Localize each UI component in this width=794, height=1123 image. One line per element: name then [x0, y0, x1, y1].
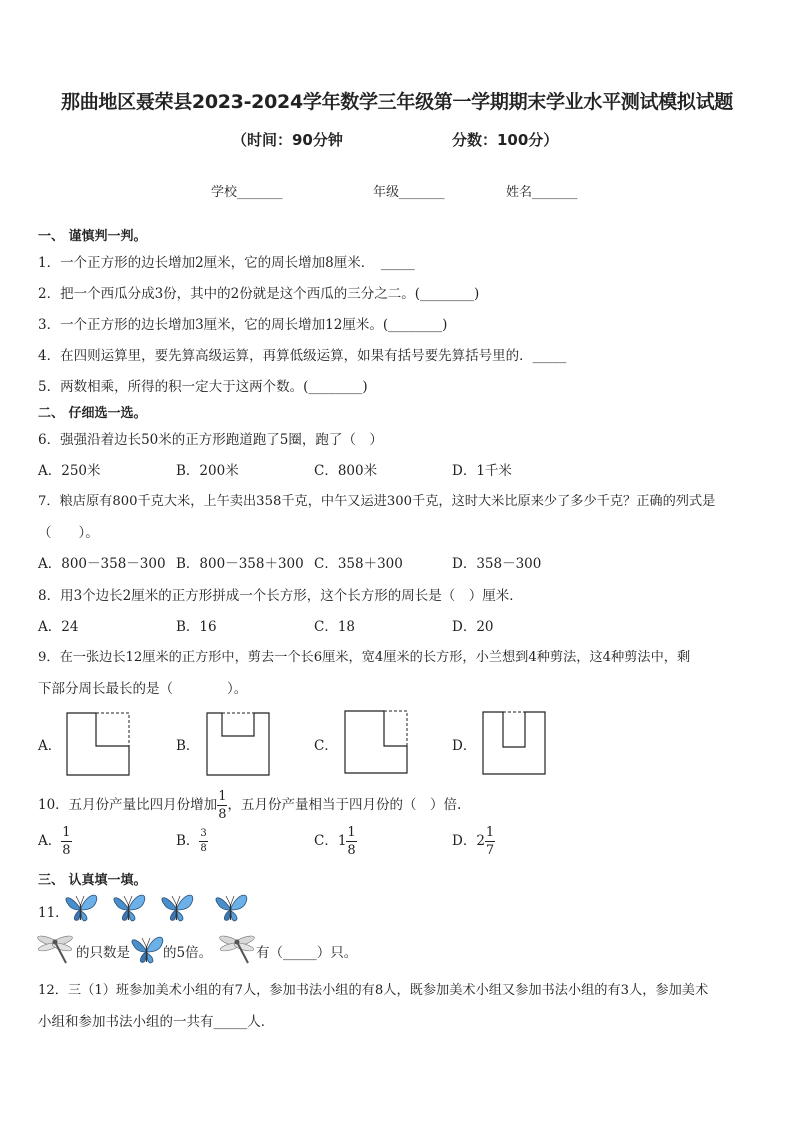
- section-3-title: 三、 认真填一填。: [38, 873, 147, 888]
- butterfly-icon: [66, 895, 97, 921]
- name-field: 姓名_______: [506, 185, 578, 200]
- q10-option-d-label: D．2: [452, 833, 485, 849]
- q6-option-b: B．200米: [176, 463, 239, 479]
- q8-option-a: A．24: [38, 619, 79, 635]
- q10-text-pre: 10．五月份产量比四月份增加: [38, 797, 218, 813]
- butterfly-icon: [130, 930, 166, 966]
- q9-option-a: A．: [38, 738, 62, 754]
- q10-fraction: [217, 790, 227, 821]
- q10-option-b-frac: [199, 829, 207, 854]
- question-12-line2: 小组和参加书法小组的一共有_____人．: [38, 1014, 275, 1030]
- q9-figure-b: [206, 712, 272, 778]
- question-6: 6．强强沿着边长50米的正方形跑道跑了5圈，跑了（ ）: [38, 432, 383, 448]
- question-7-line2: （ ）。: [38, 525, 99, 541]
- q11-text-3: 有（_____）只。: [256, 945, 358, 961]
- q10-c-den: 8: [347, 843, 356, 858]
- page-title: 那曲地区聂荣县2023-2024学年数学三年级第一学期期末学业水平测试模拟试题: [61, 91, 733, 113]
- q10-option-c: [314, 826, 357, 857]
- school-field: 学校_______: [211, 185, 283, 200]
- q10-b-den: 8: [200, 843, 207, 854]
- exam-time: （时间：90分钟: [232, 131, 343, 149]
- question-12-line1: 12．三（1）班参加美术小组的有7人，参加书法小组的有8人，既参加美术小组又参加书法小组的有3人，参加美术: [38, 983, 709, 998]
- q6-option-d: D．1千米: [452, 463, 512, 479]
- q10-b-num: 3: [199, 829, 207, 842]
- q10-option-d-frac: [485, 826, 495, 857]
- q10-option-c-label: C．1: [314, 833, 347, 849]
- q10-option-c-frac: [346, 826, 356, 857]
- question-1: 1．一个正方形的边长增加2厘米，它的周长增加8厘米． _____: [38, 255, 415, 271]
- q10-frac-den: 8: [218, 807, 227, 822]
- q10-option-b: [176, 829, 208, 854]
- question-4: 4．在四则运算里，要先算高级运算，再算低级运算，如果有括号要先算括号里的．_____: [38, 348, 567, 364]
- q9-figure-a: [66, 712, 132, 778]
- grade-field: 年级_______: [373, 185, 445, 200]
- q6-option-a: A．250米: [38, 463, 101, 479]
- q10-option-a: [38, 826, 72, 857]
- section-2-title: 二、 仔细选一选。: [38, 406, 147, 421]
- q8-option-c: C．18: [314, 619, 356, 635]
- q10-option-a-label: A．: [38, 833, 62, 849]
- q7-option-a: A．800－358－300: [38, 556, 166, 572]
- q7-option-b: B．800－358＋300: [176, 556, 304, 572]
- q8-option-b: B．16: [176, 619, 217, 635]
- butterfly-icon: [114, 895, 145, 921]
- q6-option-c: C．800米: [314, 463, 378, 479]
- q9-option-d: D．: [452, 738, 477, 754]
- q11-text-1: 的只数是: [76, 945, 130, 961]
- question-9-line2: 下部分周长最长的是（ ）。: [38, 681, 248, 697]
- q10-a-num: 1: [62, 825, 71, 840]
- question-5: 5．两数相乘，所得的积一定大于这两个数。(________): [38, 379, 368, 395]
- question-11-label: 11．: [38, 905, 69, 921]
- q10-d-num: 1: [485, 825, 495, 840]
- q10-text-post: ，五月份产量相当于四月份的（ ）倍.: [227, 797, 462, 813]
- exam-score: 分数：100分）: [452, 131, 559, 149]
- q10-option-a-frac: [61, 826, 71, 857]
- question-2: 2．把一个西瓜分成3份，其中的2份就是这个西瓜的三分之二。(________): [38, 286, 480, 302]
- dragonfly-icon: [218, 933, 260, 965]
- section-1-title: 一、 谨慎判一判。: [38, 229, 147, 244]
- q10-c-num: 1: [347, 825, 356, 840]
- q10-option-d: [452, 826, 495, 857]
- q9-figure-c: [344, 710, 410, 776]
- question-7-line1: 7．粮店原有800千克大米，上午卖出358千克，中午又运进300千克，这时大米比原来少了多少千克？正确的列式是: [38, 494, 716, 509]
- q7-option-c: C．358＋300: [314, 556, 403, 572]
- q9-option-c: C．: [314, 738, 338, 754]
- question-10: [38, 790, 461, 821]
- question-9-line1: 9．在一张边长12厘米的正方形中，剪去一个长6厘米，宽4厘米的长方形，小兰想到4种剪法，这4种剪法中，剩: [38, 650, 691, 665]
- q10-a-den: 8: [62, 843, 71, 858]
- q8-option-d: D．20: [452, 619, 494, 635]
- butterfly-icon: [216, 895, 247, 921]
- q7-option-d: D．358－300: [452, 556, 542, 572]
- butterfly-row: [64, 890, 254, 926]
- dragonfly-icon: [36, 933, 78, 965]
- q10-d-den: 7: [485, 843, 495, 858]
- question-8: 8．用3个边长2厘米的正方形拼成一个长方形，这个长方形的周长是（ ）厘米．: [38, 588, 523, 604]
- question-3: 3．一个正方形的边长增加3厘米，它的周长增加12厘米。(________): [38, 317, 448, 333]
- q10-option-b-label: B．: [176, 833, 200, 849]
- q11-text-2: 的5倍。: [163, 945, 213, 961]
- q9-figure-d: [482, 711, 548, 777]
- butterfly-icon: [162, 895, 193, 921]
- q10-frac-num: 1: [218, 789, 227, 804]
- q9-option-b: B．: [176, 738, 200, 754]
